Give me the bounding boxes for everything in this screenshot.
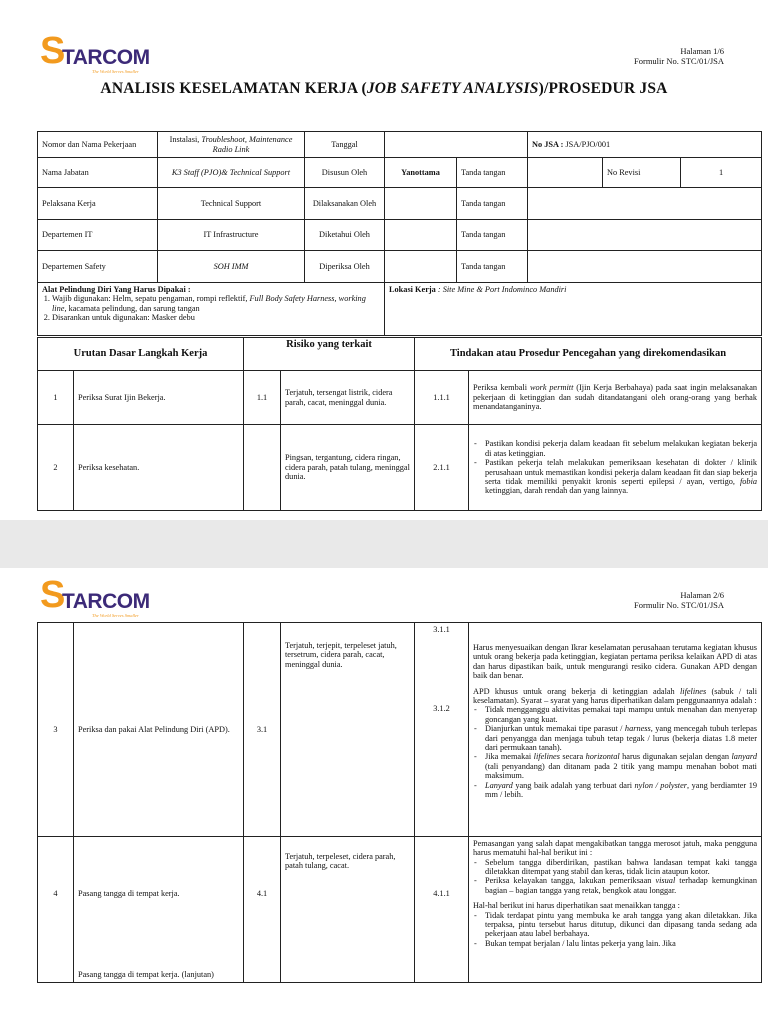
dept-it-label: Departemen IT	[38, 220, 158, 251]
dept-safety-value: SOH IMM	[158, 251, 305, 283]
revisi-label: No Revisi	[603, 158, 681, 188]
jsa-table-page-1	[37, 337, 762, 511]
tanda-tangan-2: Tanda tangan	[457, 188, 528, 220]
company-logo: S TARCOM The World Serves Smaller	[40, 574, 150, 618]
info-table	[37, 131, 762, 283]
diketahui-label: Diketahui Oleh	[305, 220, 385, 251]
table-row: 4 Pasang tangga di tempat kerja. Pasang tangga di tempat kerja. (lanjutan) 4.1 Terjatuh, terpeleset, cidera parah, patah tulang, cacat. 4.1.1 Pemasangan yang salah dapat mengakibatkan tangga merosot jatuh, maka pengguna harus mematuhi hal-hal berikut ini : - Sebelum tangga diberdirikan, pastikan bahwa landasan tempat kaki tangga diletakkan ditempat yang stabil dan keras, tidak licin ataupun kotor. - Periksa kelayakan tangga, lakukan pemeriksaan visual terhadap kemungkinan bagian – bagian tangga yang retak, bengkok atau longgar. Hal-hal berikut ini harus diperhatikan saat menaikkan tangga : - Tidak terdapat pintu yang membuka ke arah tangga yang akan diletakkan. Jika terpaksa, pintu tersebut harus ditutup, dikunci dan dipasang tanda sedang ada pekerjaan atau label berbahaya. - Bukan tempat berjalan / lalu lintas pekerja yang lain. Jika	[38, 836, 762, 982]
company-logo: S TARCOM The World Serves Smaller	[40, 30, 150, 74]
tanda-tangan-1: Tanda tangan	[457, 158, 528, 188]
diperiksa-label: Diperiksa Oleh	[305, 251, 385, 283]
nomor-value: Instalasi, Troubleshoot, Maintenance Radio Link	[158, 132, 305, 158]
tanda-tangan-4: Tanda tangan	[457, 251, 528, 283]
page-number: Halaman 2/6	[680, 590, 724, 600]
col-urutan: Urutan Dasar Langkah Kerja	[38, 338, 244, 371]
apd-item-1: 1. Wajib digunakan: Helm, sepatu pengaman, rompi reflektif, Full Body Safety Harness, working line, kacamata pelindung, dan sarung tangan	[52, 294, 380, 313]
apd-box	[38, 283, 385, 336]
disusun-value: Yanottama	[385, 158, 457, 188]
col-risiko: Risiko yang terkait	[244, 338, 415, 371]
pelaksana-value: Technical Support	[158, 188, 305, 220]
page-2	[0, 568, 768, 1024]
table-row: 2 Periksa kesehatan. Pingsan, tergantung, cidera ringan, cidera parah, patah tulang, meninggal dunia. 2.1.1 - Pastikan kondisi pekerja dalam keadaan fit sebelum melakukan kegiatan bekerja di atas ketinggian. - Pastikan pekerja telah melakukan pemeriksaan kesehatan di dokter / klinik perusahaan untuk memastikan kondisi pekerja dalam keadaan fit dan siap bekerja serta tidak memiliki penyakit kronis seperti epilepsi / ayan, vertigo, fobia ketinggian, darah rendah dan yang lainnya.	[38, 425, 762, 511]
form-number: Formulir No. STC/01/JSA	[634, 56, 724, 66]
apd-title: Alat Pelindung Diri Yang Harus Dipakai :	[42, 285, 191, 294]
tanggal-label: Tanggal	[305, 132, 385, 158]
tanda-tangan-3: Tanda tangan	[457, 220, 528, 251]
apd-list	[42, 294, 380, 322]
document-title: ANALISIS KESELAMATAN KERJA (JOB SAFETY ANALYSIS)/PROSEDUR JSA	[100, 80, 668, 97]
page-number: Halaman 1/6	[680, 46, 724, 56]
page-header-info	[634, 46, 724, 66]
nomor-label: Nomor dan Nama Pekerjaan	[38, 132, 158, 158]
page-header-info	[634, 590, 724, 610]
dept-safety-label: Departemen Safety	[38, 251, 158, 283]
jabatan-value: K3 Staff (PJO)& Technical Support	[158, 158, 305, 188]
disusun-label: Disusun Oleh	[305, 158, 385, 188]
form-number: Formulir No. STC/01/JSA	[634, 600, 724, 610]
revisi-value: 1	[681, 158, 762, 188]
col-tindakan: Tindakan atau Prosedur Pencegahan yang direkomendasikan	[415, 338, 762, 371]
dilaksanakan-label: Dilaksanakan Oleh	[305, 188, 385, 220]
apd-table	[37, 282, 762, 336]
lokasi-kerja: Lokasi Kerja : Site Mine & Port Indominco Mandiri	[385, 283, 762, 336]
tanggal-value	[385, 132, 528, 158]
jsa-table-page-2	[37, 622, 762, 983]
jabatan-label: Nama Jabatan	[38, 158, 158, 188]
tanda-tangan-1-value	[528, 158, 603, 188]
dept-it-value: IT Infrastructure	[158, 220, 305, 251]
table-row: 1 Periksa Surat Ijin Bekerja. 1.1 Terjatuh, tersengat listrik, cidera parah, cacat, meninggal dunia. 1.1.1 Periksa kembali work permitt (Ijin Kerja Berbahaya) pada saat ingin melaksanakan pekerjaan di ketinggian dan sudah ditandatangani oleh orang-orang yang berhak menandatanganinya.	[38, 371, 762, 425]
table-row: 3 Periksa dan pakai Alat Pelindung Diri (APD). 3.1 Terjatuh, terjepit, terpeleset jatuh, tersetrum, cidera parah, cacat, meninggal dunia. 3.1.1 3.1.2 Harus menyesuaikan dengan Ikrar keselamatan perusahaan terutama kegiatan khusus untuk orang bekerja pada ketinggian, kegiatan pertama periksa kelaikan APD di atas dan harus dipastikan baik, untuk mengurangi resiko cidera. Gunakan APD dengan baik dan benar. APD khusus untuk orang bekerja di ketinggian adalah lifelines (sabuk / tali keselamatan). Syarat – syarat yang harus diperhatikan dalam penggunaannya adalah : - Tidak mengganggu aktivitas pemakai tapi mampu untuk menahan dan menyerap goncangan yang kuat. - Dianjurkan untuk memakai tipe parasut / harness, yang mencegah tubuh terlepas dari penyangga dan menjaga tubuh tetap tegak / lurus (bekerja diatas 1.8 meter dari permukaan tanah). - Jika memakai lifelines secara horizontal harus digunakan sejalan dengan lanyard (tali penyandang) dan ditanam pada 2 titik yang mampu menahan bobot mati maksimum. - Lanyard yang baik adalah yang terbuat dari nylon / polyster, yang berdiamter 19 mm / lebih.	[38, 623, 762, 837]
apd-item-2: 2. Disarankan untuk digunakan: Masker debu	[52, 313, 380, 322]
pelaksana-label: Pelaksana Kerja	[38, 188, 158, 220]
jsa-number: No JSA : JSA/PJO/001	[528, 132, 762, 158]
